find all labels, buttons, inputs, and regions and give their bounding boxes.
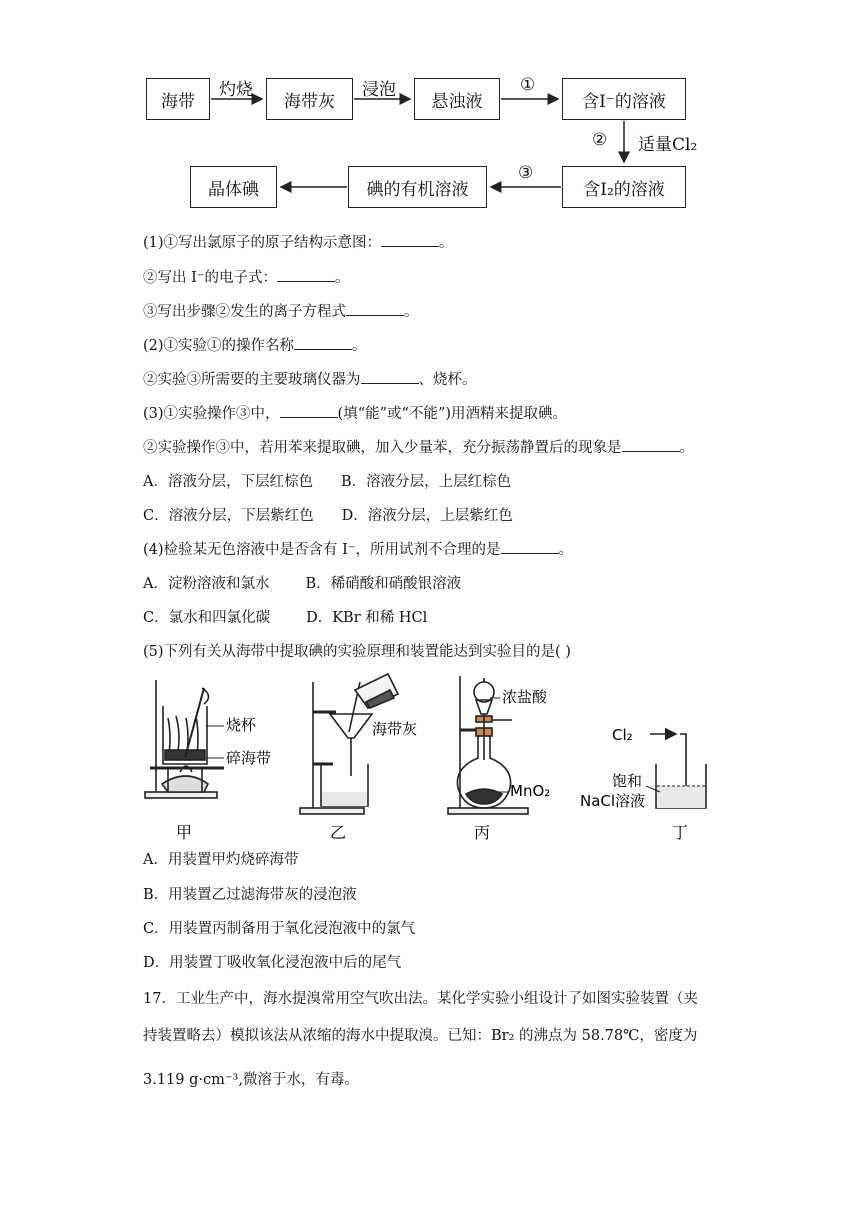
label-step2: ②: [592, 130, 608, 150]
bing-label: 丙: [474, 823, 491, 842]
bing-acid-label: 浓盐酸: [502, 688, 548, 706]
yi-label: 乙: [330, 823, 347, 842]
q4-options-ab: A．淀粉溶液和氯水 B．稀硝酸和硝酸银溶液: [143, 576, 462, 592]
flow-box-han-i2: 含I₂的溶液: [562, 166, 686, 208]
q4-options-cd: C．氯水和四氯化碳 D．KBr 和稀 HCl: [143, 610, 428, 626]
ding-sat-label-2: NaCl溶液: [580, 792, 646, 810]
flow-box-haidaihui: 海带灰: [266, 78, 353, 120]
q1-line1: (1)①写出氯原子的原子结构示意图： 。: [143, 231, 454, 252]
apparatus-yi: [300, 674, 398, 814]
ding-label: 丁: [672, 823, 689, 842]
label-jinpao: 浸泡: [362, 80, 396, 100]
q3-line1: (3)①实验操作③中， (填“能”或“不能”)用酒精来提取碘。: [143, 402, 567, 423]
label-step3: ③: [518, 163, 534, 183]
q5-option-a: A．用装置甲灼烧碎海带: [143, 852, 299, 868]
ding-cl2-label: Cl₂: [612, 726, 633, 744]
flow-box-xuanzhuoye: 悬浊液: [414, 78, 500, 120]
q2-line1: (2)①实验①的操作名称 。: [143, 334, 367, 355]
apparatus-jia: [145, 680, 224, 798]
q1-line2: ②写出 I⁻的电子式： 。: [143, 266, 350, 287]
bing-mno2-label: MnO₂: [510, 782, 551, 800]
apparatus-ding: [650, 734, 706, 808]
q3-line2: ②实验操作③中，若用苯来提取碘，加入少量苯，充分振荡静置后的现象是 。: [143, 436, 694, 457]
flow-box-iodine-organic: 碘的有机溶液: [348, 166, 487, 208]
flow-box-han-i-minus: 含I⁻的溶液: [562, 78, 686, 120]
flow-box-crystal-iodine: 晶体碘: [190, 166, 277, 208]
q4-stem: (4)检验某无色溶液中是否含有 I⁻，所用试剂不合理的是 。: [143, 538, 573, 559]
q17-line2: 持装置略去）模拟该法从浓缩的海水中提取溴。已知：Br₂ 的沸点为 58.78℃，密度为: [143, 1028, 698, 1044]
yi-ash-label: 海带灰: [372, 720, 418, 738]
q3-options-ab: A．溶液分层，下层红棕色 B．溶液分层，上层红棕色: [143, 474, 512, 490]
flow-box-haidai: 海带: [146, 78, 210, 120]
jia-seaweed-label: 碎海带: [226, 749, 272, 767]
q1-line3: ③写出步骤②发生的离子方程式 。: [143, 300, 419, 321]
flow-arrows: [0, 0, 860, 230]
q5-option-c: C．用装置丙制备用于氧化浸泡液中的氯气: [143, 921, 416, 937]
jia-beaker-label: 烧杯: [226, 716, 257, 734]
q3-options-cd: C．溶液分层，下层紫红色 D．溶液分层，上层紫红色: [143, 508, 513, 524]
q5-stem: (5)下列有关从海带中提取碘的实验原理和装置能达到实验目的是( ): [143, 644, 571, 660]
q5-option-b: B．用装置乙过滤海带灰的浸泡液: [143, 887, 357, 903]
jia-label: 甲: [176, 823, 193, 842]
label-zhuoshao: 灼烧: [219, 80, 253, 100]
q2-line2: ②实验③所需要的主要玻璃仪器为 、烧杯。: [143, 368, 477, 389]
q5-option-d: D．用装置丁吸收氧化浸泡液中后的尾气: [143, 955, 402, 971]
ding-sat-label-1: 饱和: [612, 772, 643, 790]
q17-line1: 17．工业生产中，海水提溴常用空气吹出法。某化学实验小组设计了如图实验装置（夹: [143, 991, 698, 1007]
label-step1: ①: [520, 75, 536, 95]
apparatus-figure: [0, 668, 860, 848]
label-cl2: 适量Cl₂: [638, 135, 698, 155]
q17-line3: 3.119 g·cm⁻³,微溶于水，有毒。: [143, 1072, 359, 1088]
